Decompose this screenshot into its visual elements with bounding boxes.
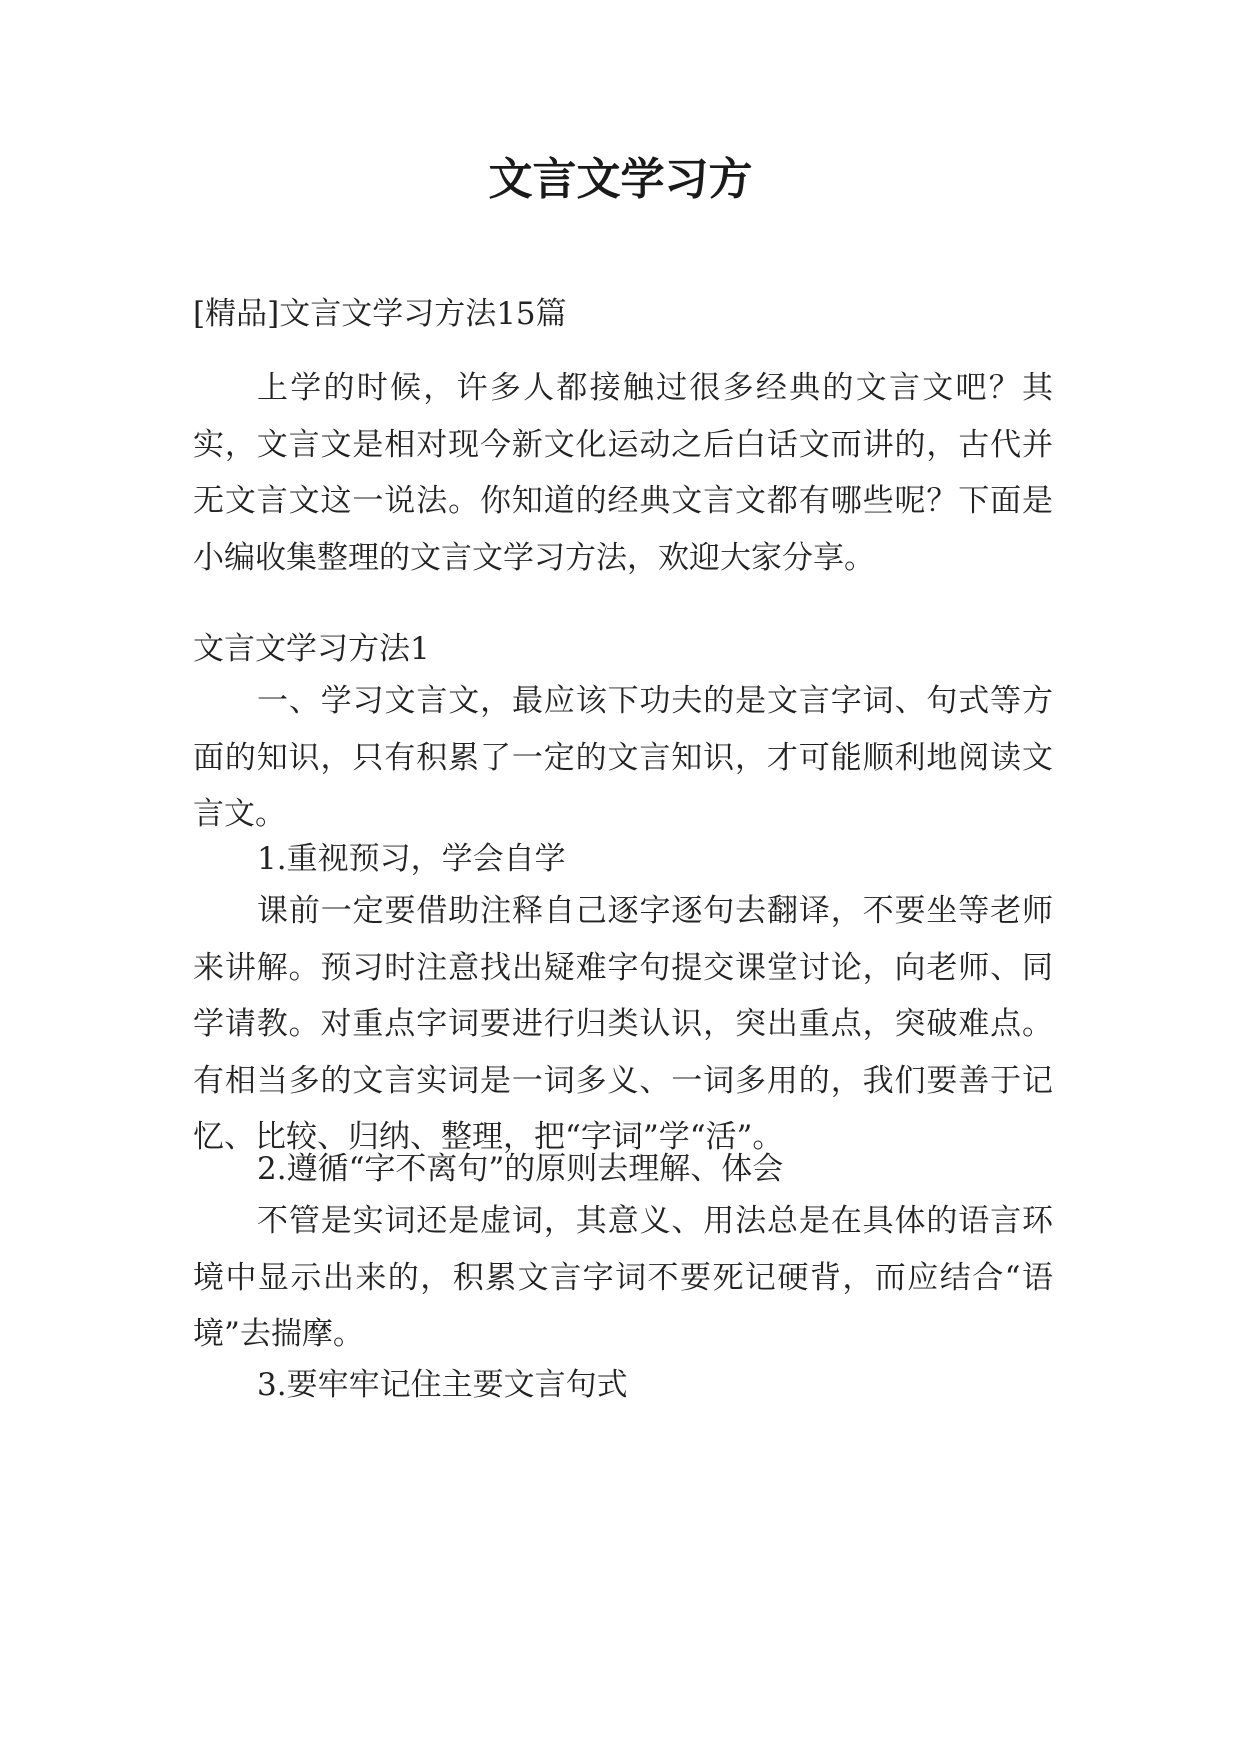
item1-body-paragraph: 课前一定要借助注释自己逐字逐句去翻译，不要坐等老师来讲解。预习时注意找出疑难字句提交课堂讨论，向老师、同学请教。对重点字词要进行归类认识，突出重点，突破难点。有相当多的文言实词是一词多义、一词多用的，我们要善于记忆、比较、归纳、整理，把“字词”学“活”。 <box>193 893 1053 1155</box>
section-heading: 文言文学习方法1 <box>193 631 430 667</box>
section-intro-paragraph: 一、学习文言文，最应该下功夫的是文言字词、句式等方面的知识，只有积累了一定的文言知识，才可能顺利地阅读文言文。 <box>193 683 1053 832</box>
item2-body-paragraph: 不管是实词还是虚词，其意义、用法总是在具体的语言环境中显示出来的，积累文言字词不要死记硬背，而应结合“语境”去揣摩。 <box>193 1203 1053 1352</box>
item3-heading: 3.要牢牢记住主要文言句式 <box>257 1367 628 1403</box>
document-subtitle: [精品]文言文学习方法15篇 <box>193 296 567 332</box>
item2-heading: 2.遵循“字不离句”的原则去理解、体会 <box>257 1151 784 1187</box>
item1-heading: 1.重视预习，学会自学 <box>257 841 566 877</box>
document-title: 文言文学习方 <box>488 154 753 205</box>
intro-paragraph: 上学的时候，许多人都接触过很多经典的文言文吧？其实，文言文是相对现今新文化运动之后白话文而讲的，古代并无文言文这一说法。你知道的经典文言文都有哪些呢？下面是小编收集整理的文言文学习方法，欢迎大家分享。 <box>193 370 1053 576</box>
